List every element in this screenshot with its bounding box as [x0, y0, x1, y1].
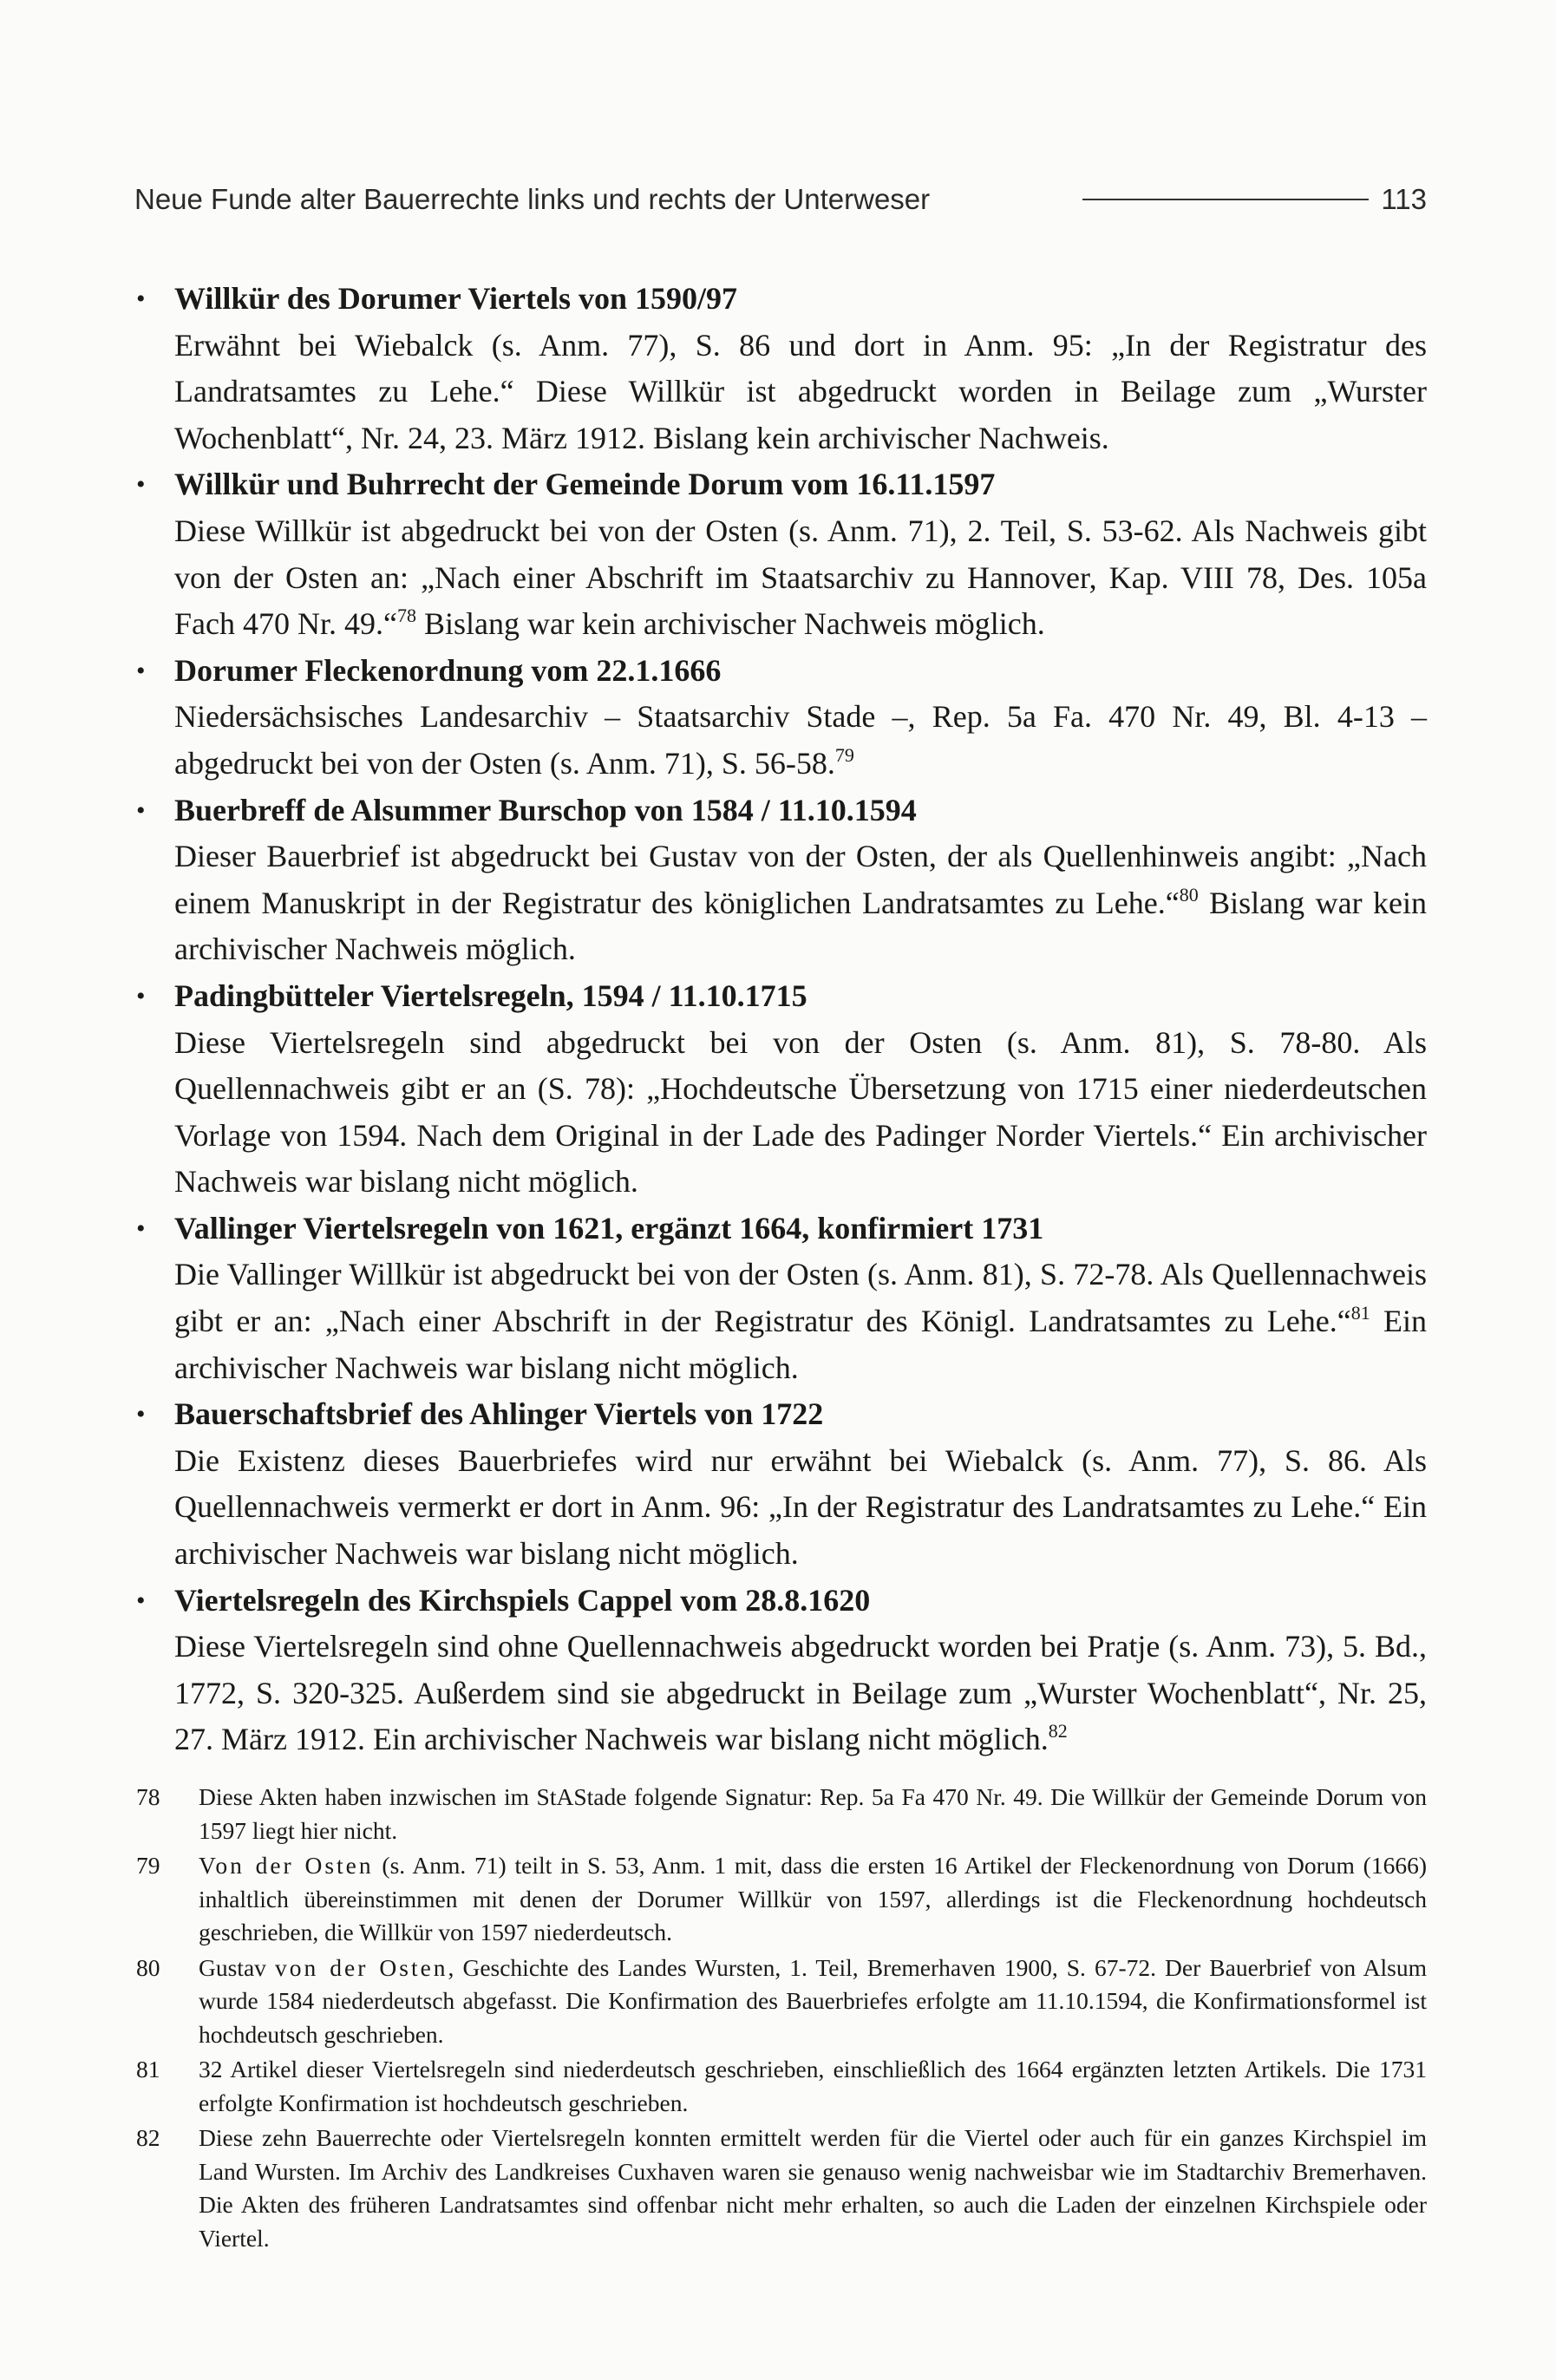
footnote-ref[interactable]: 78 — [396, 605, 416, 627]
running-head — [134, 180, 1427, 219]
bullet: • — [136, 1213, 146, 1243]
footnote — [134, 2053, 1427, 2120]
list-item — [134, 788, 1427, 973]
entry-text-after: Bislang war kein archivischer Nachweis möglich. — [415, 606, 1045, 642]
footnotes — [134, 1781, 1427, 2257]
entry-text: Diese Viertelsregeln sind abgedruckt bei von der Osten (s. Anm. 81), S. 78-80. Als Quellennachweis gibt er an (S. 78): „Hochdeutsche Übersetzung von 1715 einer niederdeutschen Vorlage von 1594. Nach dem Original in der Lade des Padinger Norder Viertels.“ Ein archivischer Nachweis war bislang nicht möglich. — [174, 1024, 1427, 1200]
entry-text-before: Die Vallinger Willkür ist abgedruckt bei von der Osten (s. Anm. 81), S. 72-78. Als Quellennachweis gibt er an: „Nach einer Abschrift in der Registratur des Königl. Landratsamtes zu Lehe.“ — [174, 1257, 1427, 1339]
entry-heading: Viertelsregeln des Kirchspiels Cappel vom 28.8.1620 — [174, 1582, 871, 1618]
bullet: • — [136, 470, 146, 500]
footnote-body: (s. Anm. 71) teilt in S. 53, Anm. 1 mit, dass die ersten 16 Artikel der Fleckenordnung von Dorum (1666) inhaltlich übereinstimmen mit denen der Dorumer Willkür von 1597, allerdings ist die Fleckenordnung hochdeutsch geschrieben, die Willkür von 1597 niederdeutsch. — [199, 1852, 1427, 1945]
page-number: 113 — [1381, 183, 1427, 215]
entry-text — [174, 694, 1427, 787]
entry-heading: Willkür des Dorumer Viertels von 1590/97 — [174, 281, 738, 316]
entry-text-before: Dieser Bauerbrief ist abgedruckt bei Gustav von der Osten, der als Quellenhinweis angibt: „Nach einem Manuskript in der Registratur des königlichen Landratsamtes zu Lehe.“ — [174, 839, 1427, 920]
entry-text — [174, 834, 1427, 973]
entry-heading: Vallinger Viertelsregeln von 1621, ergänzt 1664, konfirmiert 1731 — [174, 1210, 1044, 1246]
bullet: • — [136, 795, 146, 825]
entry-text — [174, 1252, 1427, 1391]
footnote-ref[interactable]: 82 — [1048, 1720, 1068, 1742]
entry-heading: Buerbreff de Alsummer Burschop von 1584 / 11.10.1594 — [174, 792, 917, 827]
list-item — [134, 648, 1427, 788]
footnote-text — [199, 1952, 1427, 2052]
entry-heading: Willkür und Buhrrecht der Gemeinde Dorum vom 16.11.1597 — [174, 467, 996, 502]
footnote — [134, 2122, 1427, 2255]
list-item — [134, 973, 1427, 1206]
footnote-text: Diese zehn Bauerrechte oder Viertelsregeln konnten ermittelt werden für die Viertel oder auch für ein ganzes Kirchspiel im Land Wursten. Im Archiv des Landkreises Cuxhaven waren sie genauso wenig nachweisbar wie im Stadtarchiv Bremerhaven. Die Akten des früheren Landratsamtes sind offenbar nicht mehr erhalten, so auch die Laden der einzelnen Kirchspiele oder Viertel. — [199, 2124, 1427, 2252]
footnote-body: , Geschichte des Landes Wursten, 1. Teil, Bremerhaven 1900, S. 67-72. Der Bauerbrief von Alsum wurde 1584 niederdeutsch abgefasst. Die Konfirmation des Bauerbriefes erfolgte am 11.10.1594, die Konfirmationsformel ist hochdeutsch geschrieben. — [199, 1953, 1427, 2048]
running-title: Neue Funde alter Bauerrechte links und rechts der Unterweser — [134, 183, 931, 215]
entry-text-after: Ein archivischer Nachweis war bislang nicht möglich. — [174, 1304, 1427, 1385]
entry-text: Die Existenz dieses Bauerbriefes wird nur erwähnt bei Wiebalck (s. Anm. 77), S. 86. Als Quellennachweis vermerkt er dort in Anm. 96: „In der Registratur des Landratsamtes zu Lehe.“ Ein archivischer Nachweis war bislang nicht möglich. — [174, 1442, 1427, 1572]
header-rule — [1082, 199, 1369, 200]
entry-heading: Padingbütteler Viertelsregeln, 1594 / 11.10.1715 — [174, 978, 807, 1013]
bullet: • — [136, 981, 146, 1010]
entry-text — [174, 1624, 1427, 1763]
footnote-author: Von der Osten — [199, 1852, 374, 1879]
entry-text — [174, 508, 1427, 648]
entry-list — [134, 276, 1427, 1763]
footnote-text — [199, 1849, 1427, 1950]
footnote — [134, 1849, 1427, 1950]
footnote-prefix: Gustav — [199, 1953, 275, 1981]
entry-text-before: Diese Viertelsregeln sind ohne Quellennachweis abgedruckt worden bei Pratje (s. Anm. 73), 5. Bd., 1772, S. 320-325. Außerdem sind sie abgedruckt in Beilage zum „Wurster Wochenblatt“, Nr. 25, 27. März 1912. Ein archivischer Nachweis war bislang nicht möglich. — [174, 1629, 1427, 1757]
footnote-ref[interactable]: 79 — [834, 743, 854, 766]
list-item — [134, 276, 1427, 461]
bullet: • — [136, 656, 146, 685]
bullet: • — [136, 284, 146, 313]
footnote-number: 82 — [136, 2124, 160, 2151]
entry-heading: Bauerschaftsbrief des Ahlinger Viertels von 1722 — [174, 1396, 824, 1432]
list-item — [134, 1206, 1427, 1391]
entry-text: Erwähnt bei Wiebalck (s. Anm. 77), S. 86 und dort in Anm. 95: „In der Registratur des Landratsamtes zu Lehe.“ Diese Willkür ist abgedruckt worden in Beilage zum „Wurster Wochenblatt“, Nr. 24, 23. März 1912. Bislang kein archivischer Nachweis. — [174, 327, 1427, 455]
footnote-author: von der Osten — [274, 1953, 448, 1981]
list-item — [134, 461, 1427, 647]
bullet: • — [136, 1586, 146, 1615]
footnote-text: 32 Artikel dieser Viertelsregeln sind niederdeutsch geschrieben, einschließlich des 1664 ergänzten letzten Artikels. Die 1731 erfolgte Konfirmation ist hochdeutsch geschrieben. — [199, 2056, 1427, 2116]
footnote-text: Diese Akten haben inzwischen im StAStade folgende Signatur: Rep. 5a Fa 470 Nr. 49. Die Willkür der Gemeinde Dorum von 1597 liegt hier nicht. — [199, 1783, 1427, 1844]
footnote — [134, 1781, 1427, 1847]
footnote-number: 79 — [136, 1852, 160, 1879]
footnote-ref[interactable]: 80 — [1179, 883, 1199, 906]
entry-text-before: Niedersächsisches Landesarchiv – Staatsarchiv Stade –, Rep. 5a Fa. 470 Nr. 49, Bl. 4-13 – abgedruckt bei von der Osten (s. Anm. 71), S. 56-58. — [174, 699, 1427, 781]
footnote — [134, 1952, 1427, 2052]
bullet: • — [136, 1400, 146, 1429]
list-item — [134, 1391, 1427, 1577]
footnote-number: 81 — [136, 2056, 160, 2082]
entry-heading: Dorumer Fleckenordnung vom 22.1.1666 — [174, 652, 722, 688]
footnote-number: 78 — [136, 1783, 160, 1810]
footnote-number: 80 — [136, 1953, 160, 1981]
footnote-ref[interactable]: 81 — [1350, 1302, 1370, 1324]
entry-text-after: Bislang war kein archivischer Nachweis möglich. — [174, 885, 1427, 967]
entry-text-before: Diese Willkür ist abgedruckt bei von der Osten (s. Anm. 71), 2. Teil, S. 53-62. Als Nachweis gibt von der Osten an: „Nach einer Abschrift im Staatsarchiv zu Hannover, Kap. VIII 78, Des. 105a Fach 470 Nr. 49.“ — [174, 513, 1427, 642]
list-item — [134, 1578, 1427, 1763]
